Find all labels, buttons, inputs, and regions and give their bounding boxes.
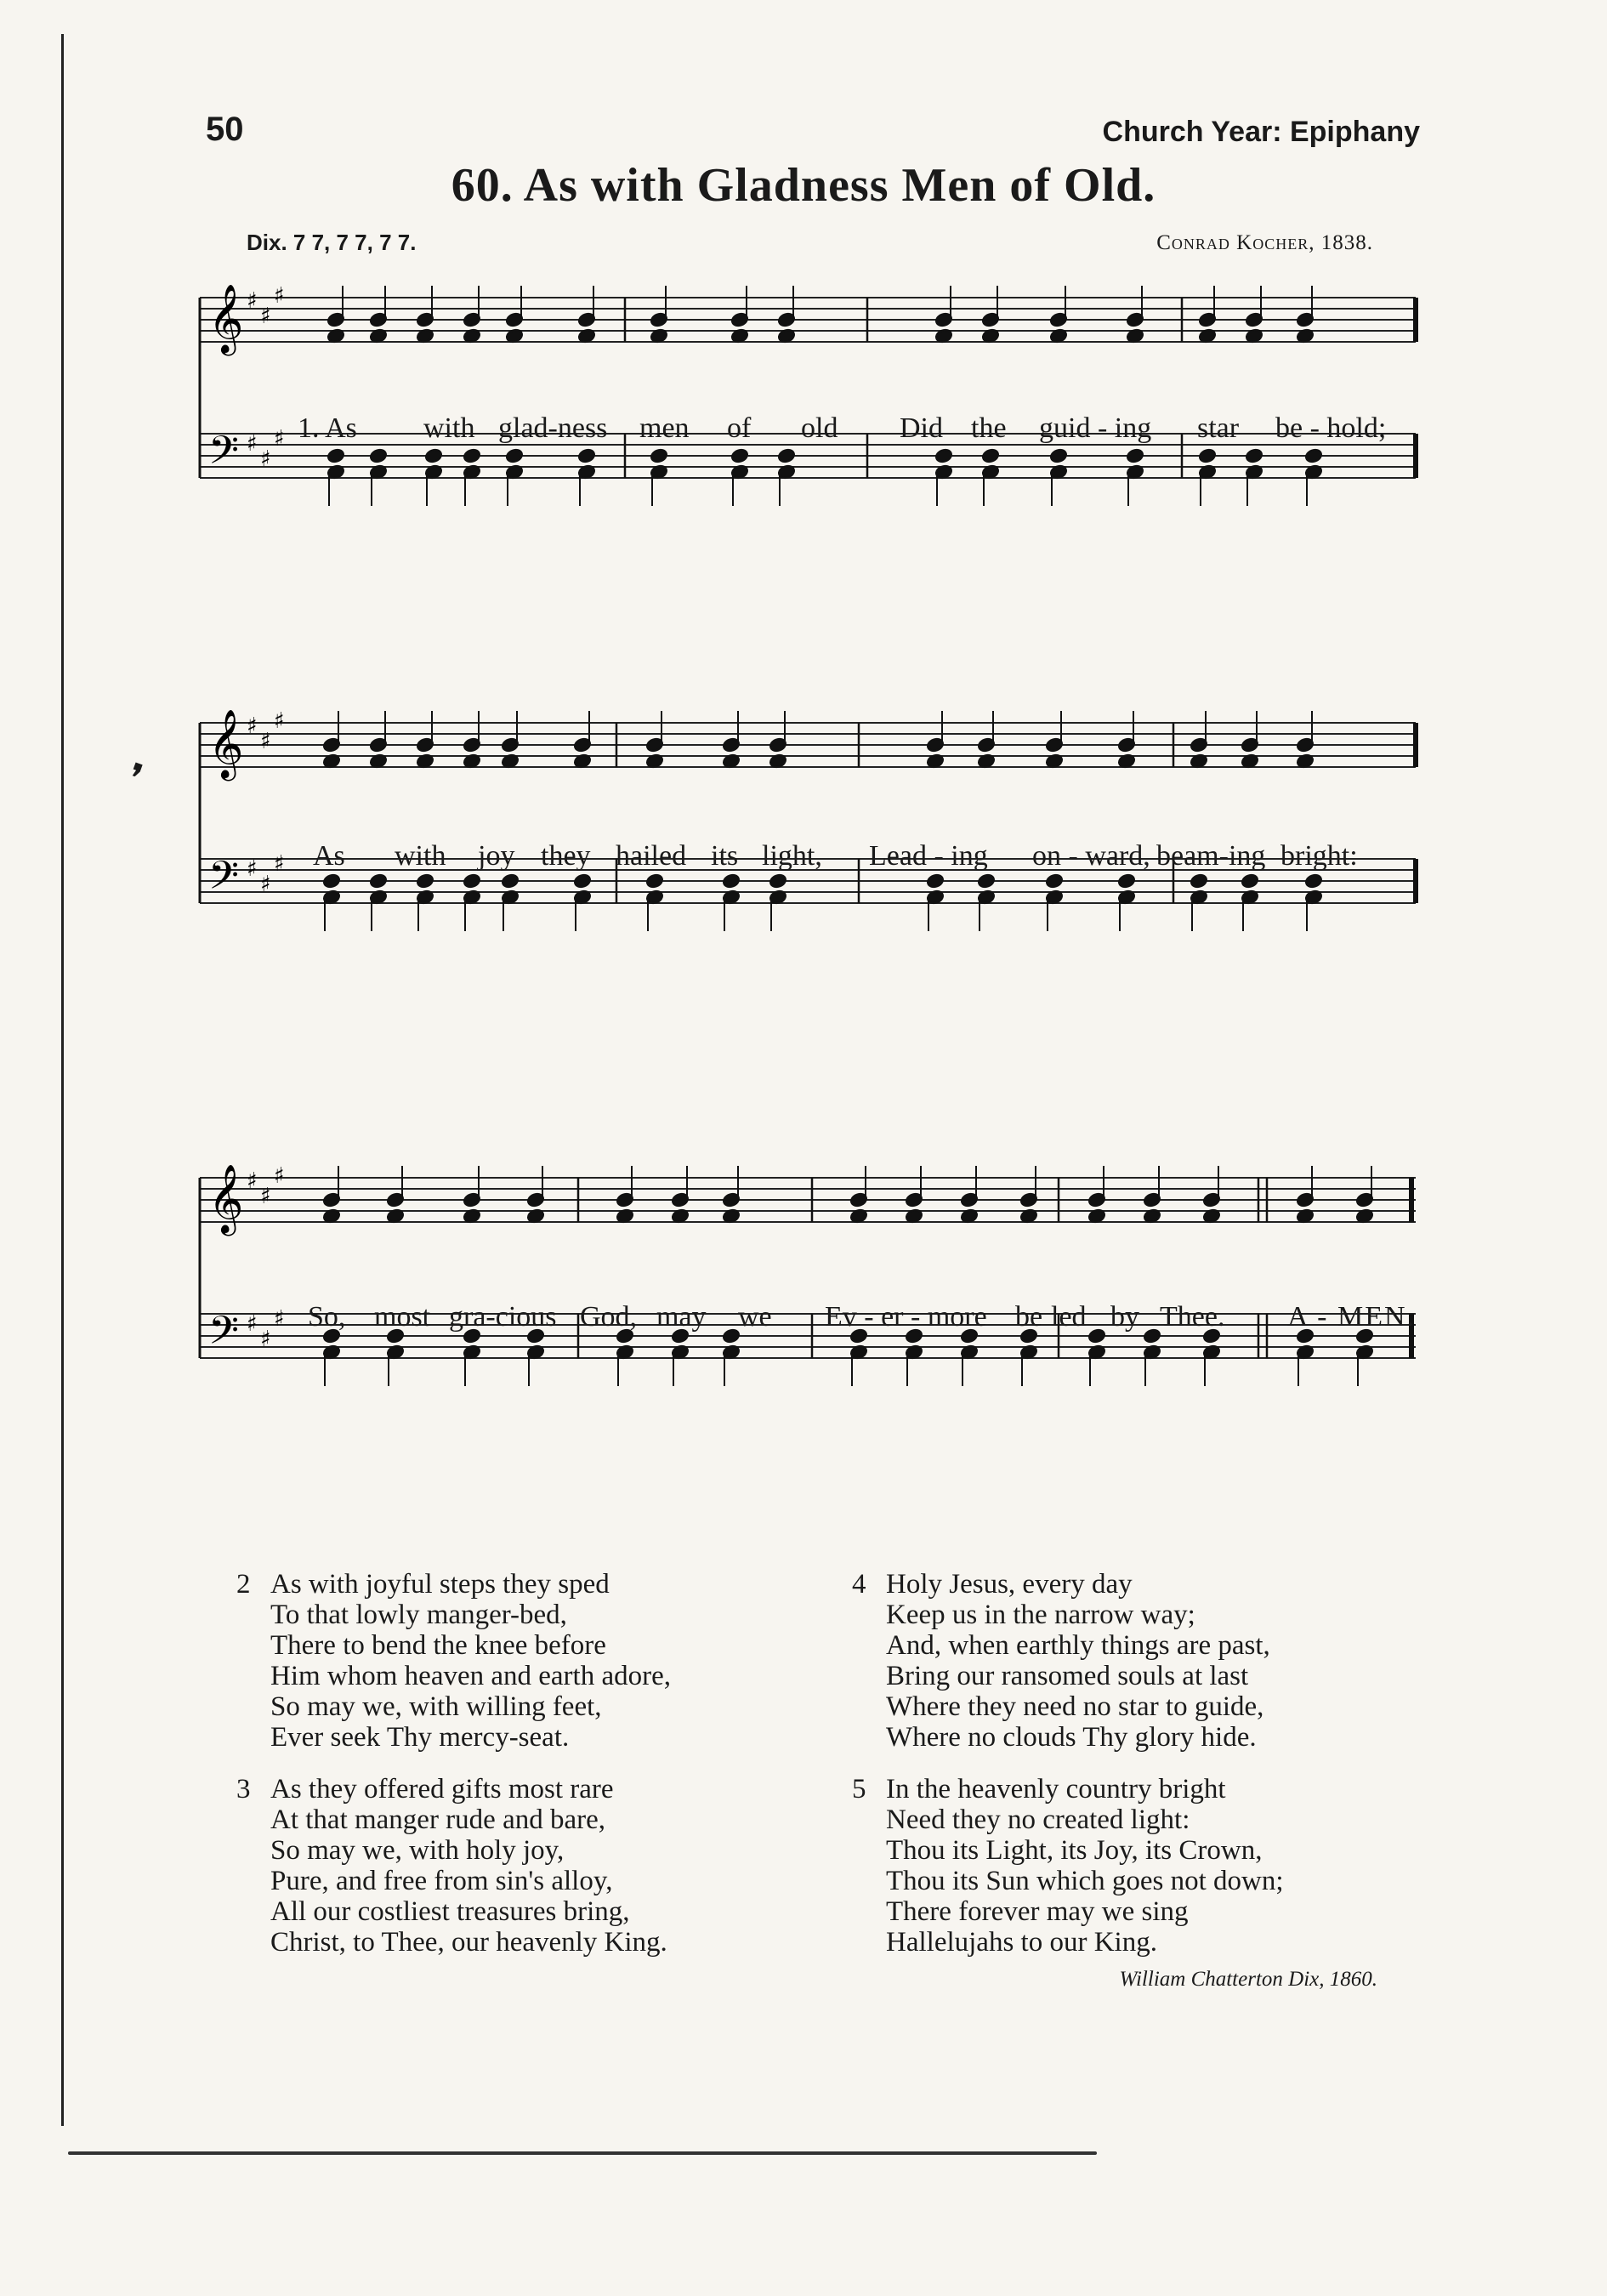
verse-line: Ever seek Thy mercy-seat. (270, 1722, 570, 1753)
tune-meter: Dix. 7 7, 7 7, 7 7. (247, 230, 417, 255)
bass-clef: 𝄢 (208, 428, 240, 483)
sharp-sign: ♯ (260, 872, 271, 897)
lyric-syllable: Lead - ing (869, 840, 988, 872)
sharp-sign: ♯ (247, 288, 258, 314)
verse-line: There forever may we sing (886, 1896, 1189, 1927)
lyric-syllable: light, (762, 840, 822, 872)
verse-line: So may we, with holy joy, (270, 1835, 565, 1866)
note-head (1049, 448, 1067, 463)
lyric-syllable: glad-ness (498, 412, 608, 444)
treble-clef: 𝄞 (208, 708, 244, 778)
verse-line: All our costliest treasures bring, (270, 1896, 630, 1927)
lyric-syllable: of (727, 412, 752, 444)
lyric-syllable: the (971, 412, 1007, 444)
verse-number: 2 (236, 1569, 251, 1600)
hymn-title: 60. As with Gladness Men of Old. (451, 159, 1156, 212)
note-head (1126, 448, 1144, 463)
verse-line: As they offered gifts most rare (270, 1774, 614, 1804)
note-head (1304, 448, 1322, 463)
note-head (934, 448, 952, 463)
verse-5 (852, 1774, 1284, 1958)
note-head (926, 873, 944, 889)
lyric-syllable: gra-cious (449, 1301, 557, 1333)
verse-line: Need they no created light: (886, 1804, 1190, 1835)
lyric-syllable: with (423, 412, 475, 444)
note-head (369, 448, 387, 463)
verse-line: Where no clouds Thy glory hide. (886, 1722, 1257, 1753)
note-head (1045, 873, 1063, 889)
bottom-rule (68, 2151, 1097, 2155)
note-head (416, 873, 434, 889)
note-head (977, 873, 995, 889)
note-head (322, 873, 340, 889)
note-head (1304, 873, 1322, 889)
sharp-sign: ♯ (247, 713, 258, 739)
note-head (463, 448, 480, 463)
verse-line: Keep us in the narrow way; (886, 1600, 1195, 1630)
sharp-sign: ♯ (274, 1163, 285, 1189)
verse-number: 5 (852, 1774, 866, 1804)
lyric-syllable: with (395, 840, 446, 872)
verse-line: To that lowly manger-bed, (270, 1600, 567, 1630)
sharp-sign: ♯ (247, 1168, 258, 1194)
lyric-syllable: most (374, 1301, 431, 1333)
composer-credit: Conrad Kocher, 1838. (1156, 231, 1373, 254)
note-head (645, 873, 663, 889)
sharp-sign: ♯ (274, 708, 285, 734)
sharp-sign: ♯ (260, 1327, 271, 1352)
lyric-syllable: So, (308, 1301, 346, 1333)
lyric-syllable: joy (478, 840, 515, 872)
lyric-syllable: we (738, 1301, 772, 1333)
verse-2 (236, 1569, 671, 1753)
lyric-syllable: its (711, 840, 739, 872)
note-head (501, 873, 519, 889)
note-head (1117, 873, 1135, 889)
sharp-sign: ♯ (247, 1311, 258, 1337)
note-head (1190, 873, 1207, 889)
lyric-syllable: hailed (616, 840, 687, 872)
sharp-sign: ♯ (274, 426, 285, 452)
section-header: Church Year: Epiphany (1102, 116, 1420, 148)
verse-line: Thou its Sun which goes not down; (886, 1866, 1284, 1896)
sharp-sign: ♯ (260, 1184, 271, 1209)
verse-line: So may we, with willing feet, (270, 1691, 602, 1722)
verse-line: There to bend the knee before (270, 1630, 606, 1661)
sharp-sign: ♯ (260, 304, 271, 329)
lyric-syllable: bright: (1280, 840, 1358, 872)
note-head (650, 448, 667, 463)
lyric-syllable: on - ward, (1032, 840, 1150, 872)
note-head (722, 873, 740, 889)
lyric-syllable: be - hold; (1275, 412, 1387, 444)
note-head (573, 873, 591, 889)
lyric-syllable: may (656, 1301, 707, 1333)
lyric-syllable: Ev - er - more (825, 1301, 987, 1333)
lyric-syllable: 1. As (298, 412, 357, 444)
treble-clef: 𝄞 (208, 283, 244, 353)
note-head (505, 448, 523, 463)
note-head (1198, 448, 1216, 463)
verse-line: Pure, and free from sin's alloy, (270, 1866, 613, 1896)
sharp-sign: ♯ (274, 851, 285, 877)
margin-pencil-mark: ❜ (120, 755, 148, 804)
sharp-sign: ♯ (247, 856, 258, 882)
verse-line: Christ, to Thee, our heavenly King. (270, 1927, 667, 1958)
verse-line: And, when earthly things are past, (886, 1630, 1270, 1661)
note-head (1143, 1328, 1161, 1344)
lyric-syllable: Did (900, 412, 943, 444)
verse-4 (852, 1569, 1270, 1753)
verse-line: At that manger rude and bare, (270, 1804, 606, 1835)
note-head (424, 448, 442, 463)
verse-line: In the heavenly country bright (886, 1774, 1226, 1804)
note-head (730, 448, 748, 463)
lyric-syllable: guid - ing (1039, 412, 1152, 444)
note-head (769, 873, 786, 889)
lyric-syllable: led (1051, 1301, 1087, 1333)
note-head (1245, 448, 1263, 463)
verse-line: Holy Jesus, every day (886, 1569, 1133, 1600)
lyric-syllable: men (639, 412, 690, 444)
verse-line: Bring our ransomed souls at last (886, 1661, 1249, 1691)
note-head (369, 873, 387, 889)
verse-number: 4 (852, 1569, 866, 1600)
lyric-syllable: beam-ing (1156, 840, 1266, 872)
sharp-sign: ♯ (260, 446, 271, 472)
sharp-sign: ♯ (260, 729, 271, 754)
amen-lyric: A - MEN. (1287, 1301, 1417, 1333)
note-head (327, 448, 344, 463)
lyric-syllable: they (541, 840, 591, 872)
lyric-syllable: star (1197, 412, 1240, 444)
verse-line: Where they need no star to guide, (886, 1691, 1264, 1722)
note-head (577, 448, 595, 463)
verse-line: Hallelujahs to our King. (886, 1927, 1157, 1958)
note-head (1241, 873, 1258, 889)
verse-line: As with joyful steps they sped (270, 1569, 610, 1600)
bass-clef: 𝄢 (208, 853, 240, 908)
sharp-sign: ♯ (274, 1306, 285, 1332)
sharp-sign: ♯ (274, 283, 285, 309)
author-credit: William Chatterton Dix, 1860. (1119, 1968, 1377, 1991)
lyric-syllable: be (1015, 1301, 1043, 1333)
sharp-sign: ♯ (247, 431, 258, 457)
verse-number: 3 (236, 1774, 251, 1804)
lyric-syllable: by (1110, 1301, 1139, 1333)
bass-clef: 𝄢 (208, 1308, 240, 1363)
lyric-syllable: old (801, 412, 838, 444)
lyric-syllable: God, (580, 1301, 638, 1333)
verse-3 (236, 1774, 667, 1958)
lyric-syllable: Thee. (1160, 1301, 1225, 1333)
note-head (1087, 1328, 1105, 1344)
treble-clef: 𝄞 (208, 1163, 244, 1233)
verse-line: Thou its Light, its Joy, its Crown, (886, 1835, 1263, 1866)
lyric-syllable: As (313, 840, 345, 872)
note-head (463, 873, 480, 889)
verse-line: Him whom heaven and earth adore, (270, 1661, 671, 1691)
note-head (981, 448, 999, 463)
page-number: 50 (206, 111, 244, 148)
note-head (777, 448, 795, 463)
